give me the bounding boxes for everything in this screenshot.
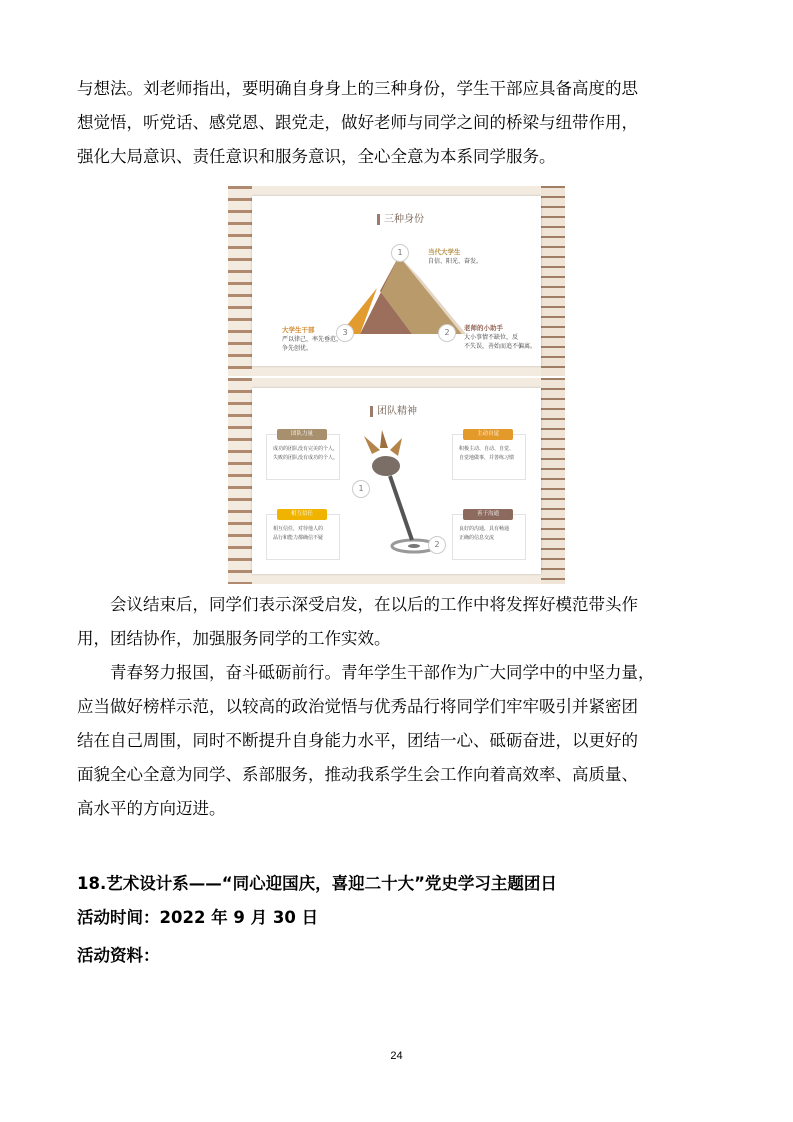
paragraph-3 <box>77 656 717 826</box>
identity-1-desc: 自信、阳光、奋发。 <box>428 258 483 265</box>
step-number-1: 1 <box>352 480 370 498</box>
target-center <box>408 544 420 548</box>
step-number-2: 2 <box>428 536 446 554</box>
step-number-3: 3 <box>336 324 354 342</box>
identity-3-desc-1: 严以律己，率先垂范， <box>282 336 343 343</box>
building-decoration-right <box>541 186 565 376</box>
page-number: 24 <box>390 1050 403 1062</box>
card-body: 成功的团队没有完美的个人， 失败的团队没有成功的个人。 <box>273 446 339 461</box>
identity-2-desc-1: 大小事情不缺位，反 <box>464 334 519 341</box>
card-header: 相互信任 <box>277 509 327 520</box>
step-number-1: 1 <box>391 244 409 262</box>
card-header: 主动自觉 <box>463 429 513 440</box>
dart-shaft <box>390 476 412 540</box>
paragraph-2 <box>77 588 717 656</box>
dart-head <box>372 456 400 476</box>
text-line: 高水平的方向迈进。 <box>77 799 226 818</box>
dart-feather-left <box>364 436 380 454</box>
identity-2-text <box>464 324 536 351</box>
text-line: 结在自己周围，同时不断提升自身能力水平，团结一心、砥砺奋进，以更好的 <box>77 731 638 750</box>
identity-3-title: 大学生干部 <box>282 326 315 334</box>
dart-feather-mid <box>380 430 388 448</box>
card-body: 积极主动、自动、自觉、 自觉地做事，并善练习惯 <box>459 446 515 461</box>
slide-frame <box>252 196 541 366</box>
paragraph-1 <box>77 72 717 174</box>
building-decoration-right <box>541 378 565 584</box>
identity-3-desc-2: 争先创优。 <box>282 345 313 352</box>
text-line: 用，团结协作，加强服务同学的工作实效。 <box>77 629 391 648</box>
activity-material: 活动资料： <box>77 946 160 965</box>
slide-title-text: 团队精神 <box>377 406 417 417</box>
identity-2-desc-2: 不失误，善始而追不偏离。 <box>464 343 537 350</box>
text-line: 会议结束后，同学们表示深受启发，在以后的工作中将发挥好模范带头作 <box>110 595 638 614</box>
text-line: 面貌全心全意为同学、系部服务，推动我系学生会工作向着高效率、高质量、 <box>77 765 638 784</box>
dart-feather-right <box>390 438 402 456</box>
slide-title-text: 三种身份 <box>384 214 424 225</box>
section-heading: 18.艺术设计系——“同心迎国庆，喜迎二十大”党史学习主题团日 <box>77 874 557 893</box>
slide-image-team-spirit <box>228 378 565 584</box>
identity-2-title: 老师的小助手 <box>464 324 503 332</box>
text-line: 想觉悟，听党话、感党恩、跟党走，做好老师与同学之间的桥梁与纽带作用， <box>77 113 638 132</box>
card-body: 良好的沟通，具有畅通 正确的信息交流 <box>459 526 510 541</box>
text-line: 强化大局意识、责任意识和服务意识，全心全意为本系同学服务。 <box>77 147 556 166</box>
card-body: 相互信任，对待他人的 品行和能力都确信不疑 <box>273 526 324 541</box>
card-header: 善于沟通 <box>463 509 513 520</box>
step-number-2: 2 <box>438 324 456 342</box>
text-line: 青春努力报国，奋斗砥砺前行。青年学生干部作为广大同学中的中坚力量， <box>110 663 655 682</box>
card-header: 团队力量 <box>277 429 327 440</box>
identity-3-text <box>282 326 342 353</box>
building-decoration-left <box>228 186 252 376</box>
building-decoration-left <box>228 378 252 584</box>
identity-1-title: 当代大学生 <box>428 248 461 256</box>
text-line: 应当做好榜样示范，以较高的政治觉悟与优秀品行将同学们牢牢吸引并紧密团 <box>77 697 638 716</box>
activity-time: 活动时间：2022 年 9 月 30 日 <box>77 908 319 927</box>
slide-frame <box>252 388 541 574</box>
identity-1-text <box>428 248 482 266</box>
dart-target-graphic <box>252 388 541 574</box>
text-line: 与想法。刘老师指出，要明确自身身上的三种身份，学生干部应具备高度的思 <box>77 79 638 98</box>
slide-image-three-identities <box>228 186 565 376</box>
